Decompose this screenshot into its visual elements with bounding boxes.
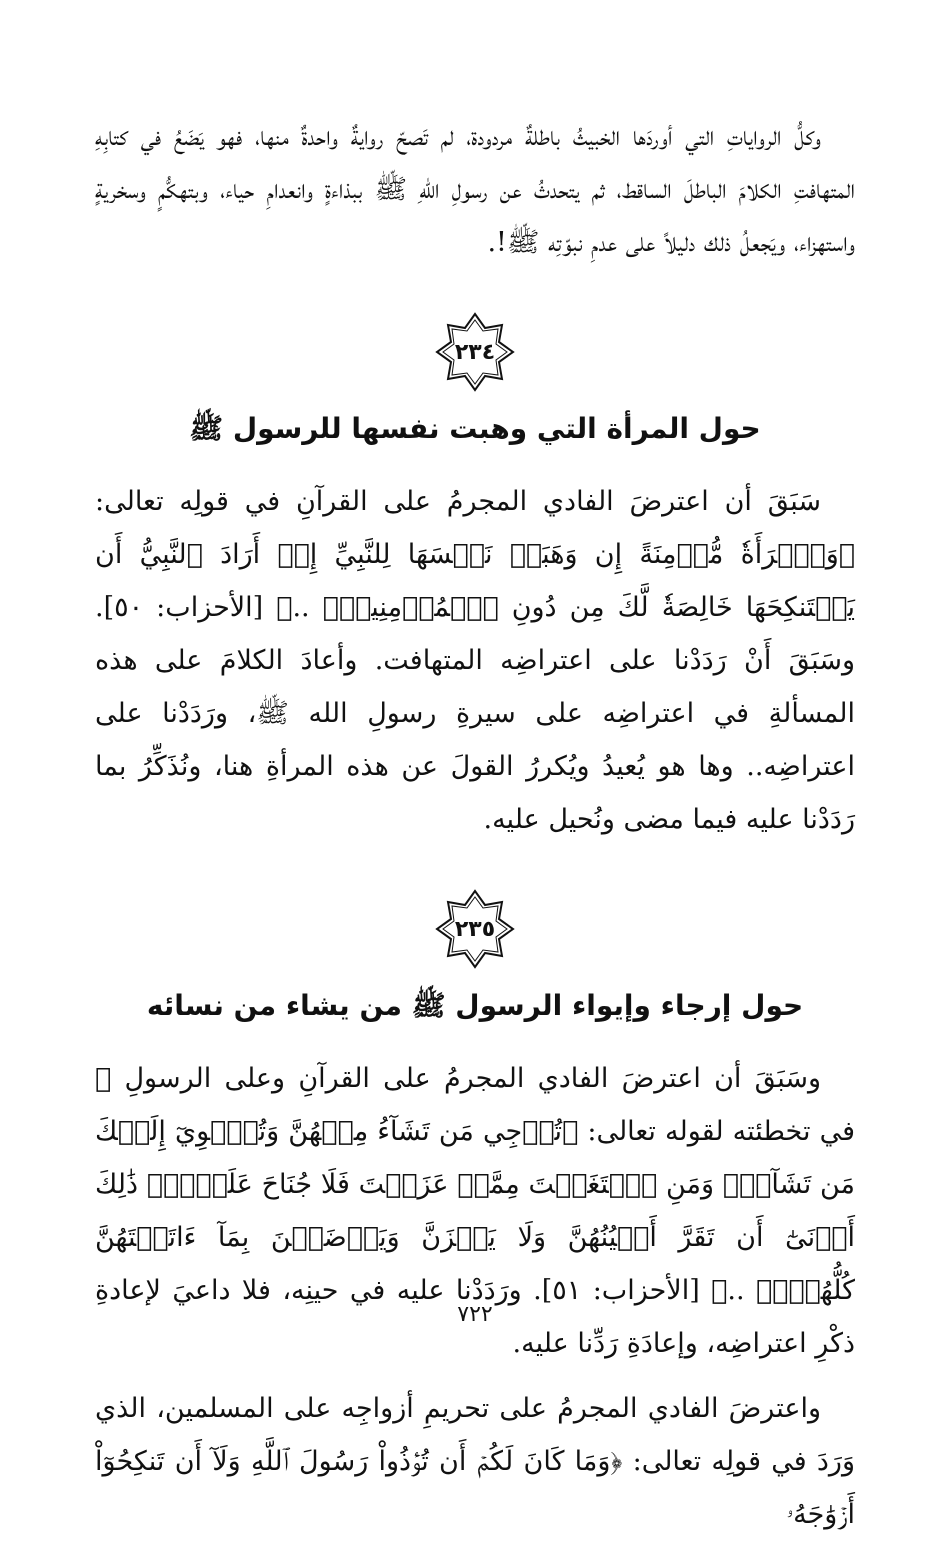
octagram-ornament-icon bbox=[435, 889, 515, 969]
section-number-badge bbox=[95, 886, 855, 972]
section-number-badge bbox=[95, 309, 855, 395]
section-number: ٢٣٥ bbox=[454, 916, 496, 942]
section-title: حول المرأة التي وهبت نفسها للرسول ﷺ bbox=[189, 412, 761, 445]
intro-paragraph: وكلُّ الرواياتِ التي أوردَها الخبيثُ باطلةٌ مردودة، لم تَصحّ روايةٌ واحدةٌ منها، فهو يَضَعُ في كتابِهِ المتهافتِ الكلامَ الباطلَ الساقط، ثم يتحدثُ عن رسولِ اللهِ ﷺ ببذاءةٍ وانعدامِ حياء، وبتهكُّمٍ وسخريةٍ واستهزاء، ويَجعلُ ذلك دليلاً على عدمِ نبوّتِه ﷺ!. bbox=[95, 121, 855, 258]
page-number: ٧٢٢ bbox=[457, 1302, 493, 1327]
section-paragraph: وسَبَقَ أن اعترضَ الفادي المجرمُ على القرآنِ وعلى الرسولِ ﷺ في تخطئته لقوله تعالى: ﴿تُرۡجِي مَن تَشَآءُ مِنۡهُنَّ وَتُـٔۡوِيٓ إِلَيۡكَ مَن تَشَآءُۖ وَمَنِ ٱبۡتَغَيۡتَ مِمَّنۡ عَزَلۡتَ فَلَا جُنَاحَ عَلَيۡكَۚ ذَٰلِكَ أَدۡنَىٰٓ أَن تَقَرَّ أَعۡيُنُهُنَّ وَلَا يَحۡزَنَّ وَيَرۡضَيۡنَ بِمَآ ءَاتَيۡتَهُنَّ كُلُّهُنَّۚ ..﴾ [الأحزاب: ٥١]. ورَدَدْنا عليه في حينِه، فلا داعيَ لإعادةِ ذكْرِ اعتراضِه، وإعادَةِ رَدِّنا عليه. bbox=[95, 1063, 855, 1359]
section-235 bbox=[95, 886, 855, 1541]
section-paragraph: سَبَقَ أن اعترضَ الفادي المجرمُ على القرآنِ في قولِه تعالى: ﴿وَٱمۡرَأَةٗ مُّؤۡمِنَةً إِن وَهَبَتۡ نَفۡسَهَا لِلنَّبِيِّ إِنۡ أَرَادَ ٱلنَّبِيُّ أَن يَسۡتَنكِحَهَا خَالِصَةٗ لَّكَ مِن دُونِ ٱلۡمُؤۡمِنِينَۗ ..﴾ [الأحزاب: ٥٠]. وسَبَقَ أَنْ رَدَدْنا على اعتراضِه المتهافت. وأعادَ الكلامَ على هذه المسألةِ في اعتراضِه على سيرةِ رسولِ الله ﷺ، ورَدَدْنا على اعتراضِه.. وها هو يُعيدُ ويُكررُ القولَ عن هذه المرأةِ هنا، ونُذَكِّرُ بما رَدَدْنا عليه فيما مضى ونُحيل عليه. bbox=[95, 486, 855, 835]
octagram-ornament-icon bbox=[435, 312, 515, 392]
section-number: ٢٣٤ bbox=[454, 339, 496, 365]
section-paragraph: واعترضَ الفادي المجرمُ على تحريمِ أزواجِه على المسلمين، الذي وَرَدَ في قولِه تعالى: ﴿وَمَا كَانَ لَكُمۡ أَن تُؤۡذُواْ رَسُولَ ٱللَّهِ وَلَآ أَن تَنكِحُوٓاْ أَزۡوَٰجَهُۥ bbox=[95, 1393, 855, 1530]
section-title: حول إرجاء وإيواء الرسول ﷺ من يشاء من نسائه bbox=[146, 989, 804, 1022]
section-234 bbox=[95, 309, 855, 846]
